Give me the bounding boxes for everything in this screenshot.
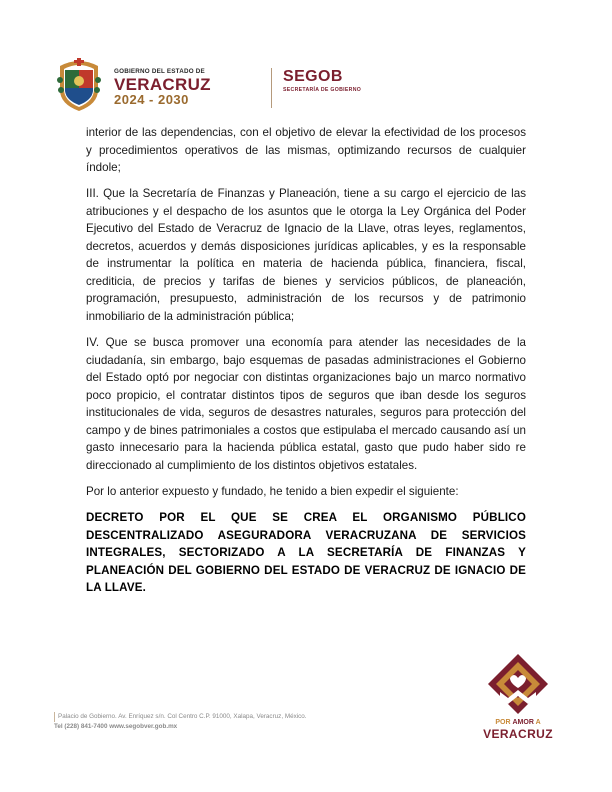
por-amor-a-veracruz-logo — [478, 652, 558, 742]
decree-title: DECRETO POR EL QUE SE CREA EL ORGANISMO PÚBLICO DESCENTRALIZADO ASEGURADORA VERACRUZANA DE SERVICIOS INTEGRALES, SECTORIZADO A LA SECRETARÍA DE FINANZAS Y PLANEACIÓN DEL GOBIERNO DEL ESTADO DE VERACRUZ DE IGNACIO DE LA LLAVE. — [86, 511, 526, 595]
brand-word-veracruz: VERACRUZ — [483, 727, 553, 741]
document-body — [86, 124, 526, 605]
footer-contact: Tel (228) 841-7400 www.segobver.gob.mx — [54, 723, 178, 730]
segob-subtitle: SECRETARÍA DE GOBIERNO — [283, 87, 362, 93]
coat-of-arms-icon — [54, 56, 104, 112]
state-government-logo — [114, 68, 264, 107]
gov-line3: 2024 - 2030 — [114, 92, 189, 107]
brand-emblem-icon — [486, 652, 550, 716]
brand-word-amor: AMOR — [512, 719, 534, 726]
header-divider — [271, 68, 272, 108]
segob-logo — [283, 68, 361, 93]
paragraph-iii: III. Que la Secretaría de Finanzas y Planeación, tiene a su cargo el ejercicio de las atribuciones y el despacho de los asuntos que le otorga la Ley Orgánica del Poder Ejecutivo del Estado de Veracruz de Ignacio de la Llave, otras leyes, reglamentos, decretos, acuerdos y demás disposiciones jurídicas aplicables, y es la responsable de instrumentar la política en materia de hacienda pública, financiera, fiscal, crediticia, de precios y tarifas de bienes y servicios públicos, de planeación, programación, presupuesto, administración de los recursos y de patrimonio inmobiliario de la administración pública; — [86, 187, 526, 323]
gov-line1: GOBIERNO DEL ESTADO DE — [114, 68, 205, 75]
footer-address: Palacio de Gobierno. Av. Enríquez s/n. Col Centro C.P. 91000, Xalapa, Veracruz, México. — [54, 712, 414, 722]
letterhead — [54, 54, 474, 114]
paragraph-continuation: interior de las dependencias, con el objetivo de elevar la efectividad de los procesos y procedimientos operativos de las mismas, optimizando recursos de cualquier índole; — [86, 126, 526, 174]
gov-line2: VERACRUZ — [114, 75, 211, 94]
brand-word-a: A — [535, 719, 541, 726]
segob-title: SEGOB — [283, 68, 343, 85]
paragraph-iv: IV. Que se busca promover una economía para atender las necesidades de la ciudadanía, sin embargo, bajo esquemas de pasadas administraciones el Gobierno del Estado optó por negociar con distintas organizaciones bajo un marco normativo poco propicio, el contratar distintos tipos de seguros que iban desde los seguros institucionales de vida, seguros de desastres naturales, seguros para protección del campo y de bines patrimoniales a costos que estipulaba el mercado causando así un gasto innecesario para la hacienda pública estatal, gasto que pudo haber sido re direccionado al cumplimiento de los distintos objetivos estatales. — [86, 336, 526, 472]
brand-word-por: POR — [495, 719, 511, 726]
paragraph-closing: Por lo anterior expuesto y fundado, he tenido a bien expedir el siguiente: — [86, 484, 459, 498]
footer — [54, 712, 414, 732]
brand-tagline — [478, 719, 558, 726]
